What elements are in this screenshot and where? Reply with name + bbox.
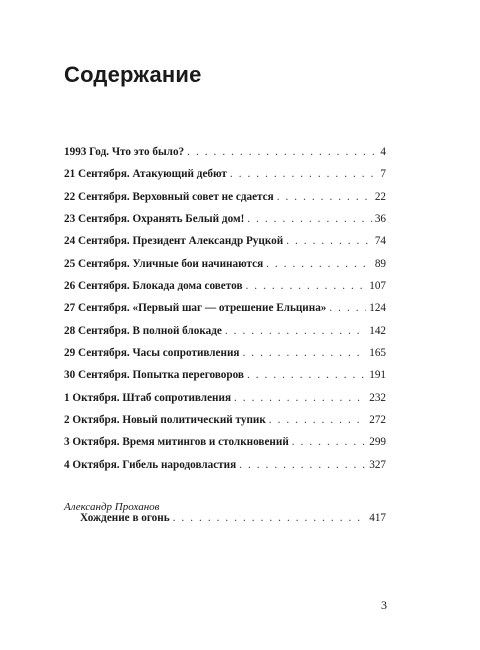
dot-leader (173, 512, 367, 524)
toc-entry[interactable] (64, 213, 386, 235)
toc-entry-title: 25 Сентября. Уличные бои начинаются (64, 257, 264, 270)
toc-entry-page: 89 (374, 257, 386, 270)
toc-entry-page: 327 (369, 458, 386, 471)
toc-entry[interactable] (64, 146, 386, 168)
toc-entry-title: 4 Октября. Гибель народовластия (64, 458, 237, 471)
toc-entry-page: 299 (369, 436, 386, 449)
toc-entry-title: 30 Сентября. Попытка переговоров (64, 369, 244, 382)
toc-entry-page: 107 (369, 280, 386, 293)
toc-entry-title: 24 Сентября. Президент Александр Руцкой (64, 235, 284, 248)
toc-entry[interactable] (64, 280, 386, 302)
dot-leader (292, 436, 366, 448)
toc-entry[interactable] (64, 369, 386, 391)
table-of-contents (64, 146, 386, 481)
dot-leader (247, 369, 366, 381)
toc-entry[interactable] (64, 235, 386, 257)
toc-entry-title: 1993 Год. Что это было? (64, 146, 185, 158)
toc-entry-title: 22 Сентября. Верховный совет не сдается (64, 190, 274, 203)
dot-leader (277, 191, 372, 203)
toc-entry-title: 2 Октября. Новый политический тупик (64, 414, 266, 427)
toc-entry-title: 28 Сентября. В полной блокаде (64, 324, 222, 337)
toc-entry[interactable] (64, 168, 386, 190)
author-name: Александр Проханов (64, 501, 160, 513)
toc-entry-page: 7 (380, 168, 386, 181)
toc-entry[interactable] (64, 191, 386, 213)
toc-entry-page: 4 (380, 146, 386, 158)
toc-entry-title: 21 Сентября. Атакующий дебют (64, 168, 227, 181)
toc-entry-page: 22 (374, 190, 386, 203)
toc-entry[interactable] (64, 302, 386, 324)
dot-leader (269, 414, 366, 426)
toc-entry-title: 26 Сентября. Блокада дома советов (64, 280, 243, 293)
page-number: 3 (381, 598, 387, 612)
page-title: Содержание (64, 62, 202, 87)
toc-entry-page: 74 (374, 235, 386, 248)
toc-entry[interactable] (80, 512, 386, 534)
toc-entry[interactable] (64, 436, 386, 458)
toc-entry-page: 272 (369, 414, 386, 427)
toc-entry-title: 23 Сентября. Охранять Белый дом! (64, 213, 245, 226)
toc-entry-title: 27 Сентября. «Первый шаг — отрешение Ельцина» (64, 302, 327, 315)
toc-entry-page: 417 (369, 512, 386, 524)
dot-leader (230, 168, 378, 180)
dot-leader (329, 302, 366, 314)
toc-entry-title: Хождение в огонь (80, 512, 170, 524)
toc-entry-title: 29 Сентября. Часы сопротивления (64, 347, 240, 360)
toc-entry-page: 165 (369, 347, 386, 360)
toc-entry-page: 142 (369, 324, 386, 337)
toc-entry[interactable] (64, 459, 386, 481)
toc-entry[interactable] (64, 347, 386, 369)
dot-leader (234, 392, 366, 404)
toc-entry-page: 124 (369, 302, 386, 315)
dot-leader (225, 325, 366, 337)
dot-leader (187, 146, 377, 158)
toc-entry-title: 3 Октября. Время митингов и столкновений (64, 436, 289, 449)
toc-entry-page: 232 (369, 391, 386, 404)
dot-leader (286, 235, 372, 247)
dot-leader (245, 280, 366, 292)
toc-entry-page: 191 (369, 369, 386, 382)
toc-entry[interactable] (64, 414, 386, 436)
toc-entry-page: 36 (374, 213, 386, 226)
toc-entry[interactable] (64, 325, 386, 347)
dot-leader (242, 347, 366, 359)
toc-entry[interactable] (64, 392, 386, 414)
dot-leader (247, 213, 372, 225)
appendix-section (80, 512, 386, 534)
dot-leader (239, 459, 366, 471)
dot-leader (266, 258, 372, 270)
toc-entry[interactable] (64, 258, 386, 280)
toc-entry-title: 1 Октября. Штаб сопротивления (64, 391, 231, 404)
